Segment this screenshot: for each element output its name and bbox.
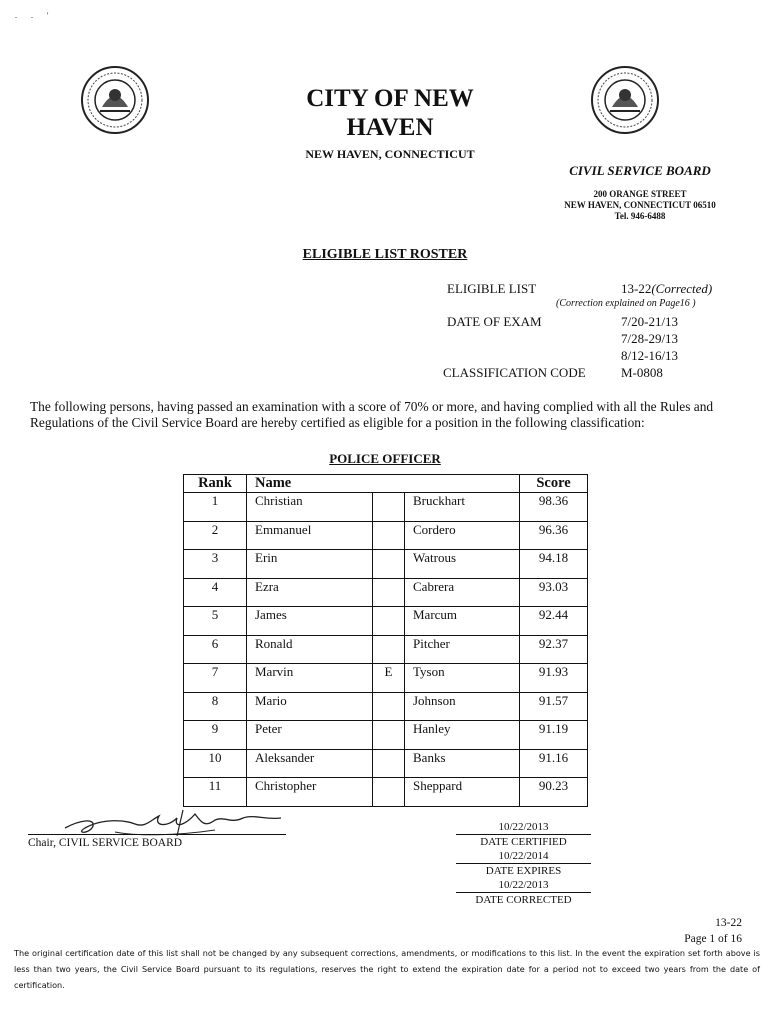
name-header: Name xyxy=(247,475,520,493)
score-cell: 93.03 xyxy=(520,578,588,607)
exam-date-label: DATE OF EXAM xyxy=(447,314,542,329)
score-cell: 91.93 xyxy=(520,664,588,693)
dates-block xyxy=(456,820,591,907)
correction-note: (Correction explained on Page16 ) xyxy=(556,298,696,309)
rank-cell: 1 xyxy=(184,493,247,522)
middle-initial-cell xyxy=(373,578,405,607)
roster-header-row xyxy=(184,475,588,493)
date-certified-label: DATE CERTIFIED xyxy=(480,836,567,848)
middle-initial-cell xyxy=(373,493,405,522)
middle-initial-cell xyxy=(373,692,405,721)
first-name-cell: Emmanuel xyxy=(247,521,373,550)
date-corrected-label: DATE CORRECTED xyxy=(475,894,572,906)
rank-cell: 2 xyxy=(184,521,247,550)
middle-initial-cell: E xyxy=(373,664,405,693)
title-line-1: CITY OF NEW xyxy=(306,85,474,112)
roster-title: ELIGIBLE LIST ROSTER xyxy=(302,247,468,262)
middle-initial-cell xyxy=(373,635,405,664)
rank-header: Rank xyxy=(184,475,247,493)
table-row xyxy=(184,578,588,607)
score-header: Score xyxy=(520,475,588,493)
rank-cell: 5 xyxy=(184,607,247,636)
rank-cell: 4 xyxy=(184,578,247,607)
eligible-list-value xyxy=(621,280,712,297)
score-cell: 94.18 xyxy=(520,550,588,579)
first-name-cell: Mario xyxy=(247,692,373,721)
date-expires-value: 10/22/2014 xyxy=(456,849,591,864)
table-row xyxy=(184,521,588,550)
middle-initial-cell xyxy=(373,607,405,636)
eligible-list-label: ELIGIBLE LIST xyxy=(447,281,537,296)
page-info xyxy=(620,915,742,947)
city-seal-left-icon xyxy=(80,65,150,135)
last-name-cell: Johnson xyxy=(405,692,520,721)
last-name-cell: Bruckhart xyxy=(405,493,520,522)
exam-date-2: 7/28-29/13 xyxy=(621,331,679,346)
last-name-cell: Banks xyxy=(405,749,520,778)
middle-initial-cell xyxy=(373,778,405,807)
signature-label: Chair, CIVIL SERVICE BOARD xyxy=(28,837,183,849)
city-seal-right-icon xyxy=(590,65,660,135)
rank-cell: 3 xyxy=(184,550,247,579)
rank-cell: 7 xyxy=(184,664,247,693)
rank-cell: 10 xyxy=(184,749,247,778)
document-title xyxy=(270,84,510,142)
first-name-cell: Peter xyxy=(247,721,373,750)
last-name-cell: Sheppard xyxy=(405,778,520,807)
table-row xyxy=(184,607,588,636)
score-cell: 91.16 xyxy=(520,749,588,778)
page-list-id: 13-22 xyxy=(715,917,742,929)
table-row xyxy=(184,550,588,579)
last-name-cell: Cabrera xyxy=(405,578,520,607)
exam-date-1: 7/20-21/13 xyxy=(621,314,679,329)
score-cell: 92.37 xyxy=(520,635,588,664)
table-row xyxy=(184,635,588,664)
table-row xyxy=(184,721,588,750)
date-expires-label: DATE EXPIRES xyxy=(485,865,562,877)
board-address-street: 200 ORANGE STREET xyxy=(593,189,687,199)
first-name-cell: Aleksander xyxy=(247,749,373,778)
roster-table xyxy=(183,474,588,807)
roster-body xyxy=(184,493,588,807)
first-name-cell: Erin xyxy=(247,550,373,579)
title-line-2: HAVEN xyxy=(346,114,434,141)
first-name-cell: James xyxy=(247,607,373,636)
last-name-cell: Marcum xyxy=(405,607,520,636)
score-cell: 98.36 xyxy=(520,493,588,522)
score-cell: 91.57 xyxy=(520,692,588,721)
middle-initial-cell xyxy=(373,749,405,778)
board-phone: Tel. 946-6488 xyxy=(614,211,666,221)
classification-code-label: CLASSIFICATION CODE xyxy=(443,365,586,380)
board-address xyxy=(530,189,750,222)
date-corrected-value: 10/22/2013 xyxy=(456,878,591,893)
last-name-cell: Tyson xyxy=(405,664,520,693)
footer-note: The original certification date of this list shall not be changed by any subsequent corrections, amendments, or modifications to this list. In the event the expiration set forth above is less than two years, the Civil Service Board pursuant to its regulations, reserves the right to extend the expiration date for a period not to exceed two years from the date of certification. xyxy=(14,948,760,990)
rank-cell: 9 xyxy=(184,721,247,750)
rank-cell: 6 xyxy=(184,635,247,664)
rank-cell: 11 xyxy=(184,778,247,807)
last-name-cell: Watrous xyxy=(405,550,520,579)
board-name: CIVIL SERVICE BOARD xyxy=(569,163,711,178)
date-certified-value: 10/22/2013 xyxy=(456,820,591,835)
first-name-cell: Ezra xyxy=(247,578,373,607)
first-name-cell: Marvin xyxy=(247,664,373,693)
score-cell: 90.23 xyxy=(520,778,588,807)
page-number: Page 1 of 16 xyxy=(684,933,742,945)
board-address-city: NEW HAVEN, CONNECTICUT 06510 xyxy=(564,200,716,210)
middle-initial-cell xyxy=(373,521,405,550)
intro-paragraph: The following persons, having passed an examination with a score of 70% or more, and having complied with all the Rules and Regulations of the Civil Service Board are hereby certified as eligible for a position in the following classification: xyxy=(30,399,714,430)
exam-date-3: 8/12-16/13 xyxy=(621,348,679,363)
classification-title: POLICE OFFICER xyxy=(329,451,441,466)
table-row xyxy=(184,692,588,721)
eligible-list-status: (Corrected) xyxy=(651,281,713,296)
signature-line xyxy=(28,834,286,835)
table-row xyxy=(184,664,588,693)
first-name-cell: Christian xyxy=(247,493,373,522)
city-state-subtitle: NEW HAVEN, CONNECTICUT xyxy=(305,147,475,161)
rank-cell: 8 xyxy=(184,692,247,721)
last-name-cell: Hanley xyxy=(405,721,520,750)
last-name-cell: Pitcher xyxy=(405,635,520,664)
score-cell: 92.44 xyxy=(520,607,588,636)
table-row xyxy=(184,778,588,807)
score-cell: 96.36 xyxy=(520,521,588,550)
last-name-cell: Cordero xyxy=(405,521,520,550)
first-name-cell: Ronald xyxy=(247,635,373,664)
middle-initial-cell xyxy=(373,550,405,579)
first-name-cell: Christopher xyxy=(247,778,373,807)
middle-initial-cell xyxy=(373,721,405,750)
table-row xyxy=(184,749,588,778)
corner-marks: . . ' xyxy=(15,11,55,20)
score-cell: 91.19 xyxy=(520,721,588,750)
classification-code-value: M-0808 xyxy=(621,365,663,380)
table-row xyxy=(184,493,588,522)
eligible-list-number: 13-22 xyxy=(621,281,652,296)
